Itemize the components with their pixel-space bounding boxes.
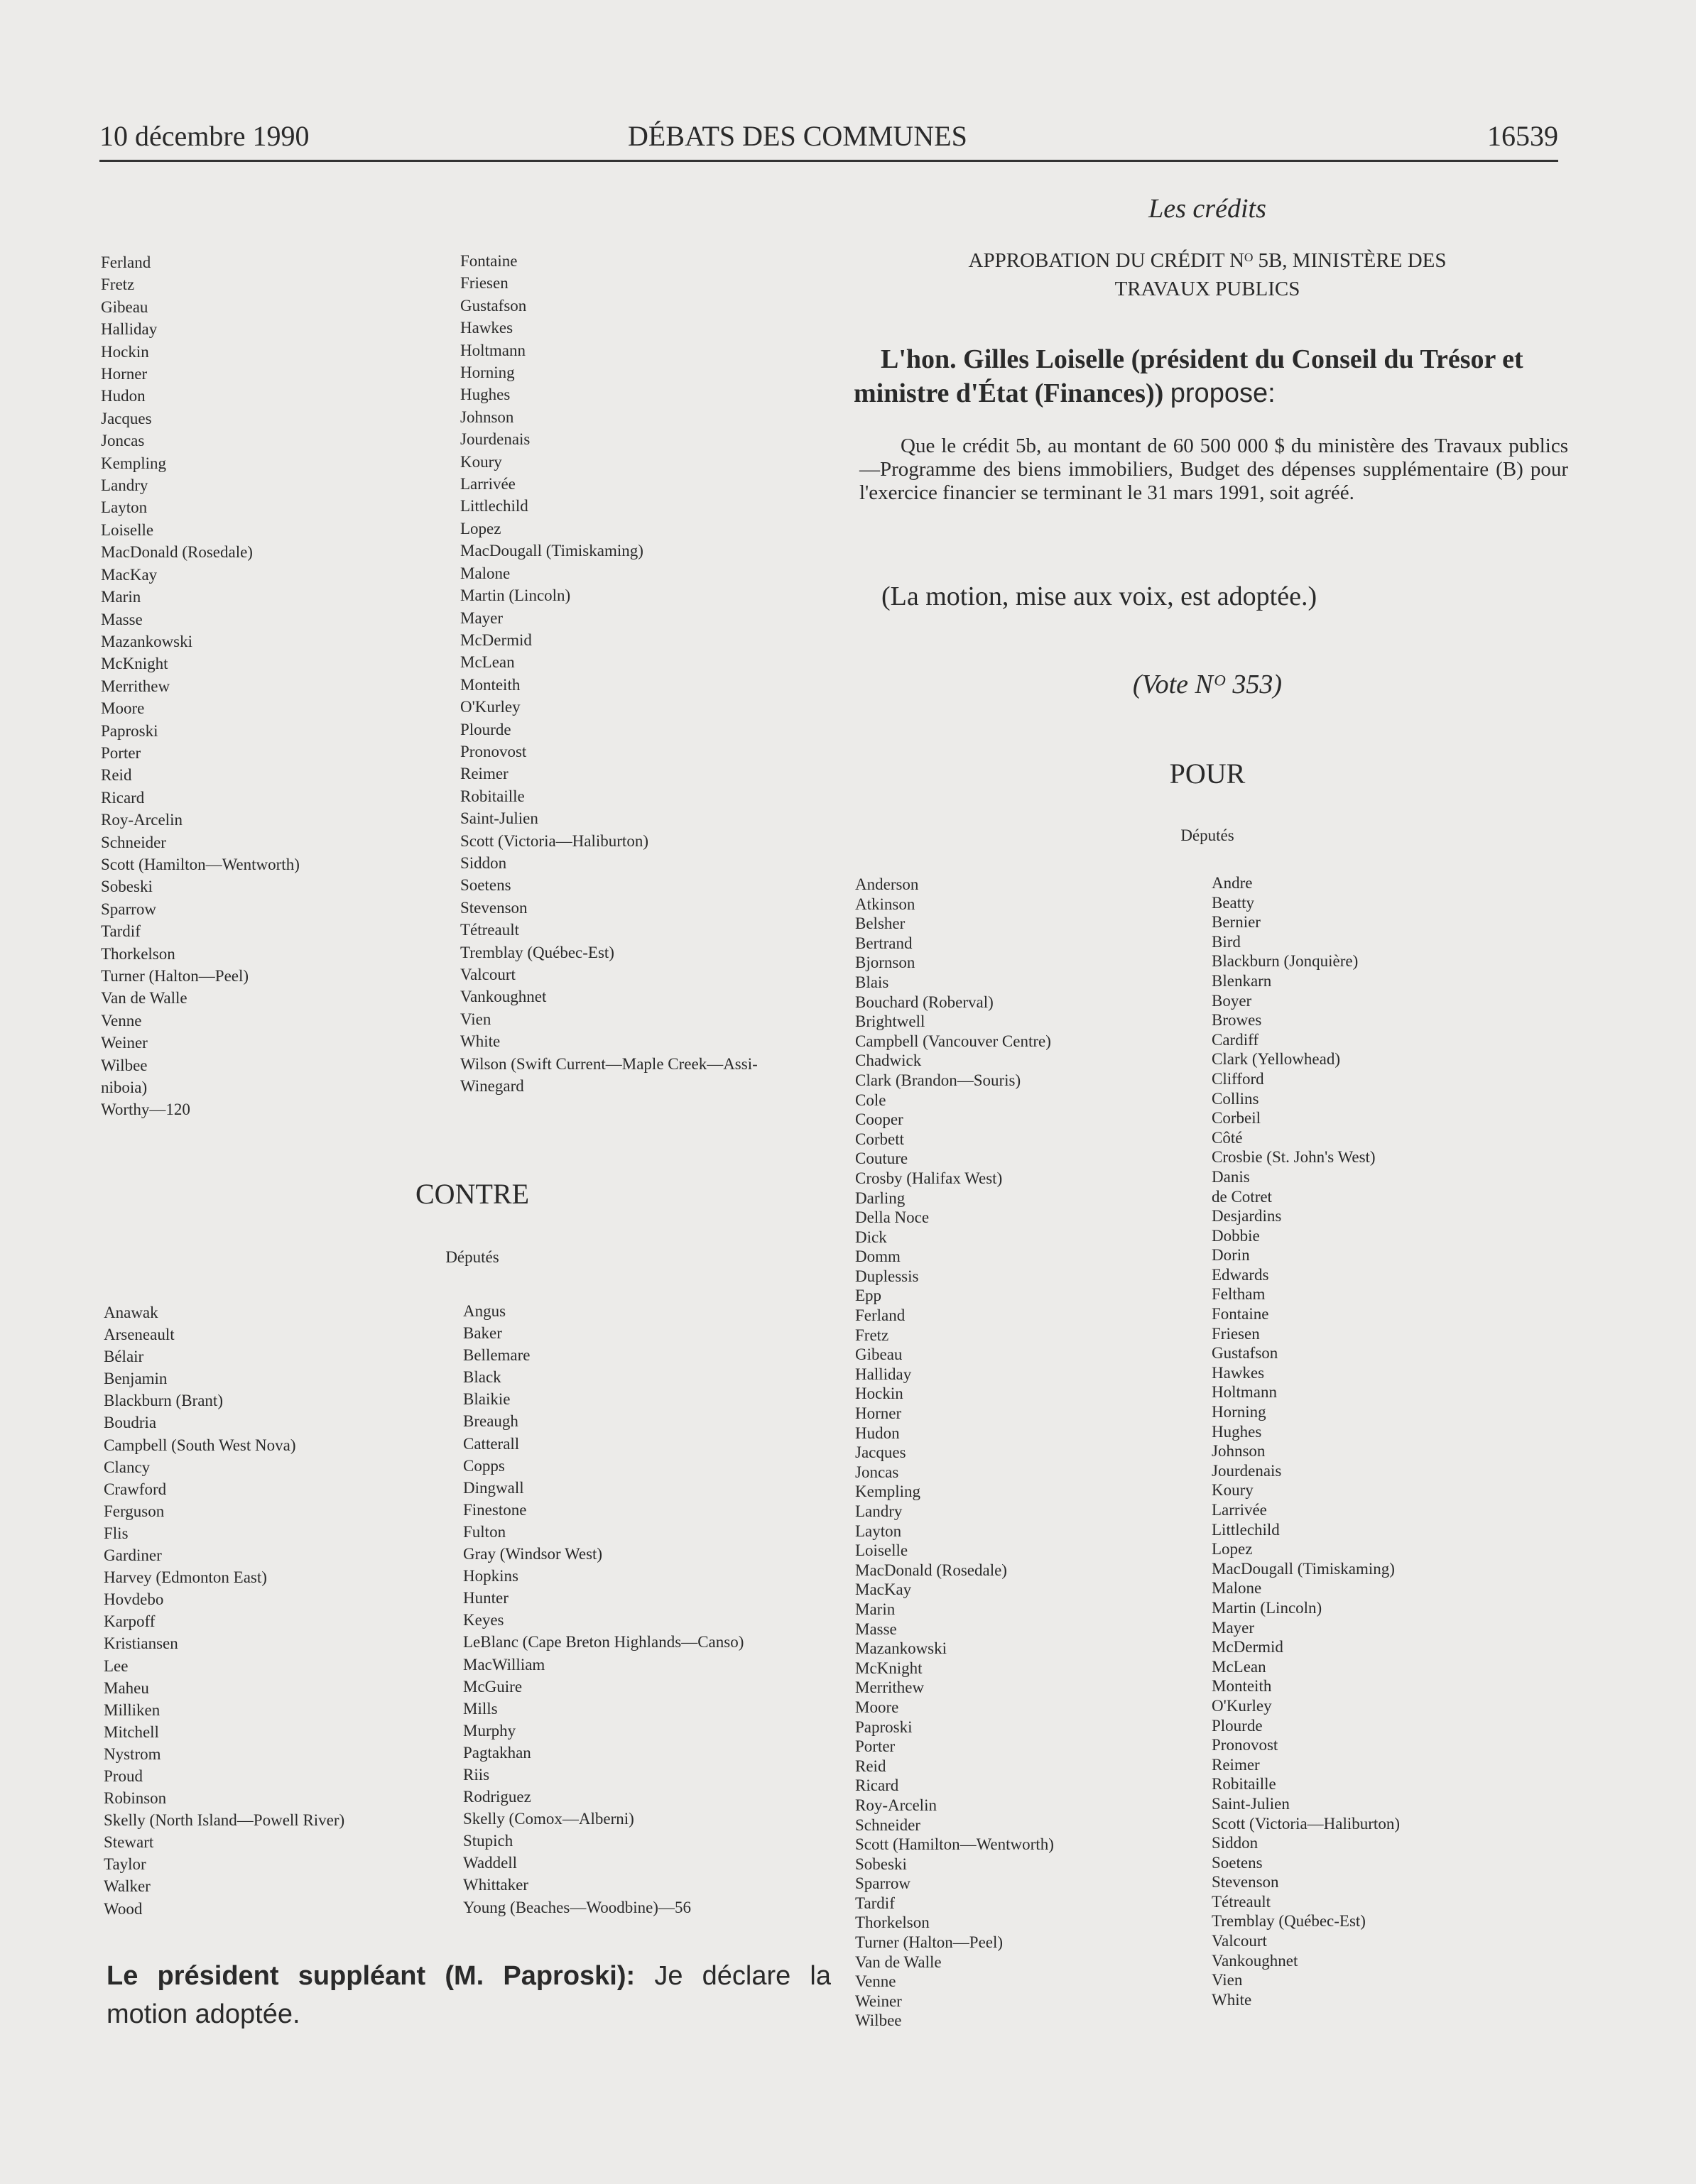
header-page-number: 16539 <box>1487 120 1558 152</box>
member-name: Black <box>463 1368 501 1387</box>
member-name: Mazankowski <box>855 1639 947 1658</box>
member-name: Hudon <box>855 1424 900 1442</box>
member-name: Hughes <box>460 386 511 404</box>
member-name: Riis <box>463 1765 490 1784</box>
member-name: Monteith <box>1212 1677 1272 1696</box>
member-name: Pagtakhan <box>463 1743 531 1762</box>
member-name: Robinson <box>104 1789 167 1808</box>
member-name: Campbell (South West Nova) <box>104 1436 296 1454</box>
member-name: Horner <box>855 1404 902 1423</box>
member-name: Chadwick <box>855 1052 922 1070</box>
member-name: Malone <box>1212 1579 1262 1598</box>
member-name: Dobbie <box>1212 1226 1260 1245</box>
member-name: Bélair <box>104 1348 144 1366</box>
member-name: Vankoughnet <box>460 988 547 1006</box>
member-name: Scott (Hamilton—Wentworth) <box>101 855 300 873</box>
member-name: White <box>460 1032 501 1051</box>
member-name: Vien <box>460 1010 491 1028</box>
pour-col1 <box>855 875 1054 2031</box>
member-name: Hockin <box>101 342 149 361</box>
member-name: Holtmann <box>1212 1383 1277 1402</box>
approval-line-1: APPROBATION DU CRÉDIT Nᴼ 5B, MINISTÈRE DES <box>968 249 1447 272</box>
member-name: Ricard <box>101 788 145 807</box>
closing-text: Je déclare la motion adoptée. <box>107 1961 832 2029</box>
member-name: Wilbee <box>101 1056 148 1074</box>
member-name: Baker <box>463 1324 502 1343</box>
member-name: Ferguson <box>104 1502 165 1520</box>
member-name: Stevenson <box>1212 1873 1279 1891</box>
member-name: Plourde <box>1212 1716 1263 1735</box>
member-name: Weiner <box>101 1034 148 1052</box>
header-rule <box>99 160 1558 162</box>
pour-continued-col1 <box>101 251 300 1121</box>
member-name: Andre <box>1212 874 1253 892</box>
member-name: Masse <box>855 1620 897 1638</box>
member-name: Joncas <box>101 432 145 450</box>
member-name: Angus <box>463 1302 506 1320</box>
member-name: Benjamin <box>104 1370 168 1388</box>
member-name: Malone <box>460 564 511 582</box>
member-name: Holtmann <box>460 341 526 359</box>
member-name: Scott (Victoria—Haliburton) <box>460 831 648 850</box>
member-name: Karpoff <box>104 1612 156 1631</box>
member-name: Blenkarn <box>1212 971 1272 990</box>
member-name: Sobeski <box>101 878 153 896</box>
member-name: Brightwell <box>855 1012 925 1031</box>
member-name: Weiner <box>855 1992 902 2010</box>
member-name: Belsher <box>855 914 906 933</box>
member-name: MacWilliam <box>463 1655 545 1674</box>
member-name: Gustafson <box>1212 1344 1278 1363</box>
member-name: Dick <box>855 1228 887 1246</box>
member-name: Lopez <box>1212 1540 1253 1558</box>
member-name: McKnight <box>855 1659 923 1677</box>
member-name: Merrithew <box>101 677 170 695</box>
member-name: Clark (Brandon—Souris) <box>855 1071 1021 1089</box>
member-name: Marin <box>855 1600 896 1618</box>
member-name: Thorkelson <box>855 1913 930 1932</box>
member-name: Johnson <box>460 408 514 426</box>
member-name: Halliday <box>101 320 158 339</box>
member-name: Scott (Victoria—Haliburton) <box>1212 1814 1400 1833</box>
member-name: Siddon <box>460 853 507 872</box>
member-name: MacKay <box>855 1580 912 1599</box>
member-name: niboia) <box>101 1079 148 1097</box>
member-name: Soetens <box>1212 1853 1263 1872</box>
contre-heading: CONTRE <box>415 1178 529 1210</box>
member-name: Blais <box>855 973 889 991</box>
member-name: Dorin <box>1212 1246 1250 1265</box>
member-name: Bouchard (Roberval) <box>855 993 994 1011</box>
speaker-suffix: propose: <box>1170 378 1276 408</box>
member-name: Vankoughnet <box>1212 1951 1298 1970</box>
member-name: Mitchell <box>104 1722 159 1741</box>
member-name: Mayer <box>460 608 504 627</box>
section-title: Les crédits <box>1148 194 1266 224</box>
member-name: Gardiner <box>104 1546 162 1565</box>
member-name: Tardif <box>101 922 141 941</box>
member-name: Wilson (Swift Current—Maple Creek—Assi- <box>460 1054 758 1073</box>
member-name: Hudon <box>101 387 146 405</box>
member-name: Epp <box>855 1287 882 1305</box>
member-name: Reid <box>855 1757 886 1775</box>
member-name: Roy-Arcelin <box>101 811 183 829</box>
member-name: Duplessis <box>855 1267 919 1285</box>
member-name: Young (Beaches—Woodbine)—56 <box>463 1898 691 1916</box>
member-name: Dingwall <box>463 1478 524 1497</box>
pour-subheading: Députés <box>1180 826 1234 844</box>
motion-text: Que le crédit 5b, au montant de 60 500 000 $ du ministère des Travaux publics—Programme des biens immobiliers, Budget des dépenses supplémentaire (B) pour l'exercice financier se terminant le 31 mars 1991, soit agréé. <box>859 435 1568 504</box>
member-name: Nystrom <box>104 1745 161 1763</box>
contre-subheading: Députés <box>445 1248 499 1266</box>
member-name: Flis <box>104 1524 129 1542</box>
member-name: Lee <box>104 1656 129 1675</box>
member-name: Van de Walle <box>101 989 187 1008</box>
member-name: Clancy <box>104 1458 151 1476</box>
member-name: Stevenson <box>460 898 528 917</box>
member-name: Clifford <box>1212 1069 1264 1088</box>
member-name: Crosbie (St. John's West) <box>1212 1148 1376 1167</box>
member-name: Koury <box>460 452 502 471</box>
member-name: Cole <box>855 1091 886 1109</box>
member-name: Maheu <box>104 1678 149 1697</box>
member-name: Domm <box>855 1247 901 1266</box>
member-name: Tremblay (Québec-Est) <box>460 943 614 961</box>
member-name: McDermid <box>1212 1638 1283 1656</box>
member-name: Vien <box>1212 1971 1243 1989</box>
member-name: Browes <box>1212 1011 1262 1030</box>
member-name: Milliken <box>104 1700 161 1719</box>
member-name: Pronovost <box>460 742 527 760</box>
member-name: Stewart <box>104 1833 154 1852</box>
member-name: O'Kurley <box>1212 1696 1272 1715</box>
member-name: Hopkins <box>463 1567 518 1585</box>
member-name: Collins <box>1212 1089 1259 1108</box>
member-name: Mayer <box>1212 1618 1255 1637</box>
member-name: Halliday <box>855 1365 912 1383</box>
member-name: Robitaille <box>460 787 525 805</box>
member-name: Fulton <box>463 1522 506 1541</box>
pour-continued-col2 <box>460 250 758 1097</box>
member-name: Sparrow <box>101 900 156 918</box>
member-name: Martin (Lincoln) <box>460 586 571 605</box>
member-name: Hockin <box>855 1385 903 1403</box>
vote-number: (Vote Nᴼ 353) <box>1132 670 1283 699</box>
member-name: Larrivée <box>460 475 516 493</box>
member-name: Boudria <box>104 1414 157 1432</box>
contre-col2 <box>463 1300 744 1918</box>
member-name: Finestone <box>463 1500 527 1519</box>
member-name: McKnight <box>101 655 168 673</box>
member-name: Horning <box>1212 1403 1266 1421</box>
member-name: Van de Walle <box>855 1953 942 1971</box>
member-name: Saint-Julien <box>460 809 538 828</box>
header-date: 10 décembre 1990 <box>99 120 310 152</box>
member-name: Turner (Halton—Peel) <box>101 967 249 985</box>
member-name: Martin (Lincoln) <box>1212 1598 1322 1617</box>
member-name: Rodriguez <box>463 1788 531 1806</box>
member-name: MacDonald (Rosedale) <box>855 1561 1007 1579</box>
header-title: DÉBATS DES COMMUNES <box>628 120 967 152</box>
member-name: Mazankowski <box>101 632 193 650</box>
member-name: McLean <box>1212 1657 1266 1676</box>
member-name: Bernier <box>1212 913 1261 932</box>
member-name: Horning <box>460 364 515 382</box>
member-name: Bjornson <box>855 954 915 972</box>
member-name: Moore <box>855 1698 899 1716</box>
member-name: Turner (Halton—Peel) <box>855 1933 1004 1952</box>
member-name: MacKay <box>101 565 158 584</box>
member-name: Ricard <box>855 1776 899 1795</box>
member-name: Crosby (Halifax West) <box>855 1169 1003 1187</box>
member-name: Robitaille <box>1212 1775 1276 1793</box>
member-name: Tétreault <box>1212 1892 1271 1911</box>
member-name: Walker <box>104 1877 151 1896</box>
member-name: Larrivée <box>1212 1501 1267 1519</box>
member-name: Darling <box>855 1189 906 1207</box>
member-name: Littlechild <box>460 497 528 515</box>
member-name: Couture <box>855 1150 908 1168</box>
member-name: Marin <box>101 588 141 606</box>
member-name: Layton <box>101 498 148 517</box>
member-name: Porter <box>101 743 141 762</box>
member-name: Gray (Windsor West) <box>463 1545 603 1563</box>
member-name: Copps <box>463 1456 505 1475</box>
member-name: Masse <box>101 610 143 628</box>
member-name: Siddon <box>1212 1834 1259 1852</box>
member-name: MacDougall (Timiskaming) <box>1212 1559 1395 1578</box>
member-name: Whittaker <box>463 1876 528 1894</box>
member-name: Scott (Hamilton—Wentworth) <box>855 1835 1054 1854</box>
member-name: Johnson <box>1212 1442 1266 1460</box>
member-name: Proud <box>104 1767 143 1785</box>
member-name: McDermid <box>460 630 532 649</box>
member-name: Paproski <box>855 1718 913 1736</box>
member-name: MacDonald (Rosedale) <box>101 543 253 562</box>
member-name: Fretz <box>101 275 135 294</box>
member-name: Reimer <box>460 765 509 783</box>
member-name: Valcourt <box>1212 1932 1267 1950</box>
member-name: Saint-Julien <box>1212 1794 1290 1813</box>
member-name: Ferland <box>855 1306 906 1325</box>
member-name: Desjardins <box>1212 1207 1282 1225</box>
member-name: White <box>1212 1990 1252 2009</box>
member-name: Feltham <box>1212 1285 1266 1304</box>
member-name: Tardif <box>855 1894 895 1912</box>
member-name: Fontaine <box>460 252 518 270</box>
member-name: Venne <box>855 1972 896 1991</box>
member-name: Corbett <box>855 1130 904 1148</box>
member-name: Schneider <box>101 833 166 851</box>
member-name: Landry <box>101 476 148 495</box>
member-name: Lopez <box>460 519 501 537</box>
member-name: Sparrow <box>855 1874 910 1893</box>
speaker-intro <box>854 342 1571 410</box>
member-name: Merrithew <box>855 1678 925 1697</box>
member-name: Porter <box>855 1737 896 1756</box>
member-name: Taylor <box>104 1855 146 1874</box>
member-name: Hovdebo <box>104 1590 164 1609</box>
member-name: Stupich <box>463 1832 513 1850</box>
member-name: Paproski <box>101 721 158 740</box>
member-name: Kristiansen <box>104 1634 178 1653</box>
member-name: Valcourt <box>460 966 516 983</box>
member-name: Crawford <box>104 1480 167 1498</box>
member-name: Hawkes <box>1212 1363 1265 1382</box>
closing-speaker: Le président suppléant (M. Paproski): <box>107 1961 636 1991</box>
member-name: Monteith <box>460 675 521 694</box>
member-name: O'Kurley <box>460 698 521 716</box>
member-name: Fretz <box>855 1326 889 1344</box>
member-name: Anawak <box>104 1304 158 1321</box>
member-name: Moore <box>101 699 145 718</box>
member-name: Hughes <box>1212 1422 1262 1441</box>
member-name: Breaugh <box>463 1412 518 1431</box>
member-name: Blackburn (Brant) <box>104 1392 223 1410</box>
closing-statement <box>107 1957 831 2033</box>
member-name: Skelly (Comox—Alberni) <box>463 1810 634 1828</box>
member-name: Jourdenais <box>1212 1461 1282 1480</box>
member-name: Fontaine <box>1212 1305 1269 1323</box>
member-name: Reid <box>101 766 132 785</box>
member-name: Joncas <box>855 1463 899 1481</box>
member-name: Schneider <box>855 1816 920 1834</box>
member-name: Friesen <box>460 274 509 293</box>
member-name: Gibeau <box>855 1345 903 1364</box>
member-name: Hawkes <box>460 319 513 337</box>
member-name: Jacques <box>101 409 152 427</box>
member-name: Corbeil <box>1212 1109 1261 1128</box>
motion-adopted: (La motion, mise aux voix, est adoptée.) <box>881 582 1317 611</box>
pour-col2 <box>1212 873 1400 2009</box>
member-name: Blackburn (Jonquière) <box>1212 952 1359 971</box>
member-name: Anderson <box>855 875 919 893</box>
member-name: Loiselle <box>855 1541 908 1560</box>
member-name: Soetens <box>460 876 511 895</box>
member-name: Tremblay (Québec-Est) <box>1212 1912 1366 1931</box>
member-name: Thorkelson <box>101 944 175 963</box>
member-name: LeBlanc (Cape Breton Highlands—Canso) <box>463 1633 744 1651</box>
member-name: McGuire <box>463 1677 523 1696</box>
member-name: Cooper <box>855 1110 903 1129</box>
member-name: Harvey (Edmonton East) <box>104 1568 267 1587</box>
member-name: Bellemare <box>463 1346 531 1365</box>
member-name: McLean <box>460 653 515 672</box>
member-name: Horner <box>101 365 148 383</box>
member-name: Gustafson <box>460 296 527 315</box>
member-name: MacDougall (Timiskaming) <box>460 542 643 560</box>
member-name: de Cotret <box>1212 1187 1272 1206</box>
member-name: Mills <box>463 1699 498 1718</box>
member-name: Cardiff <box>1212 1030 1259 1049</box>
member-name: Reimer <box>1212 1755 1260 1774</box>
member-name: Wood <box>104 1899 143 1918</box>
member-name: Bertrand <box>855 934 913 952</box>
member-name: Hunter <box>463 1589 509 1607</box>
member-name: Plourde <box>460 720 511 738</box>
member-name: Jacques <box>855 1443 906 1462</box>
member-name: Beatty <box>1212 893 1255 912</box>
member-name: Layton <box>855 1522 902 1540</box>
member-name: Worthy—120 <box>101 1101 190 1119</box>
member-name: Gibeau <box>101 297 148 316</box>
member-name: Campbell (Vancouver Centre) <box>855 1032 1051 1050</box>
member-name: Waddell <box>463 1854 518 1872</box>
member-name: Roy-Arcelin <box>855 1796 937 1814</box>
member-name: Bird <box>1212 932 1241 951</box>
member-name: Kempling <box>101 454 166 472</box>
member-name: Danis <box>1212 1167 1250 1186</box>
member-name: Friesen <box>1212 1324 1260 1343</box>
member-name: Skelly (North Island—Powell River) <box>104 1811 345 1830</box>
minister-speaker: L'hon. Gilles Loiselle (président du Conseil du Trésor et ministre d'État (Finances)) <box>854 344 1523 408</box>
member-name: Catterall <box>463 1434 520 1453</box>
member-name: Edwards <box>1212 1265 1269 1284</box>
member-name: Blaikie <box>463 1390 511 1409</box>
member-name: Koury <box>1212 1481 1254 1500</box>
member-name: Wilbee <box>855 2011 902 2030</box>
member-name: Ferland <box>101 253 151 271</box>
member-name: Littlechild <box>1212 1520 1280 1539</box>
member-name: Winegard <box>460 1077 524 1096</box>
member-name: Keyes <box>463 1611 504 1629</box>
pour-heading: POUR <box>1169 758 1246 790</box>
member-name: Venne <box>101 1011 142 1030</box>
member-name: Della Noce <box>855 1208 930 1227</box>
member-name: Sobeski <box>855 1855 907 1873</box>
member-name: Kempling <box>855 1483 920 1501</box>
approval-line-2: TRAVAUX PUBLICS <box>1114 278 1300 300</box>
member-name: Tétreault <box>460 921 520 939</box>
contre-col1 <box>104 1301 344 1920</box>
member-name: Atkinson <box>855 895 915 913</box>
member-name: Landry <box>855 1502 903 1520</box>
approval-heading <box>852 246 1562 303</box>
member-name: Arseneault <box>104 1326 175 1344</box>
member-name: Murphy <box>463 1721 516 1740</box>
member-name: Côté <box>1212 1128 1243 1147</box>
member-name: Jourdenais <box>460 430 531 449</box>
member-name: Clark (Yellowhead) <box>1212 1050 1340 1069</box>
member-name: Boyer <box>1212 991 1252 1010</box>
member-name: Loiselle <box>101 520 154 539</box>
member-name: Pronovost <box>1212 1736 1278 1754</box>
